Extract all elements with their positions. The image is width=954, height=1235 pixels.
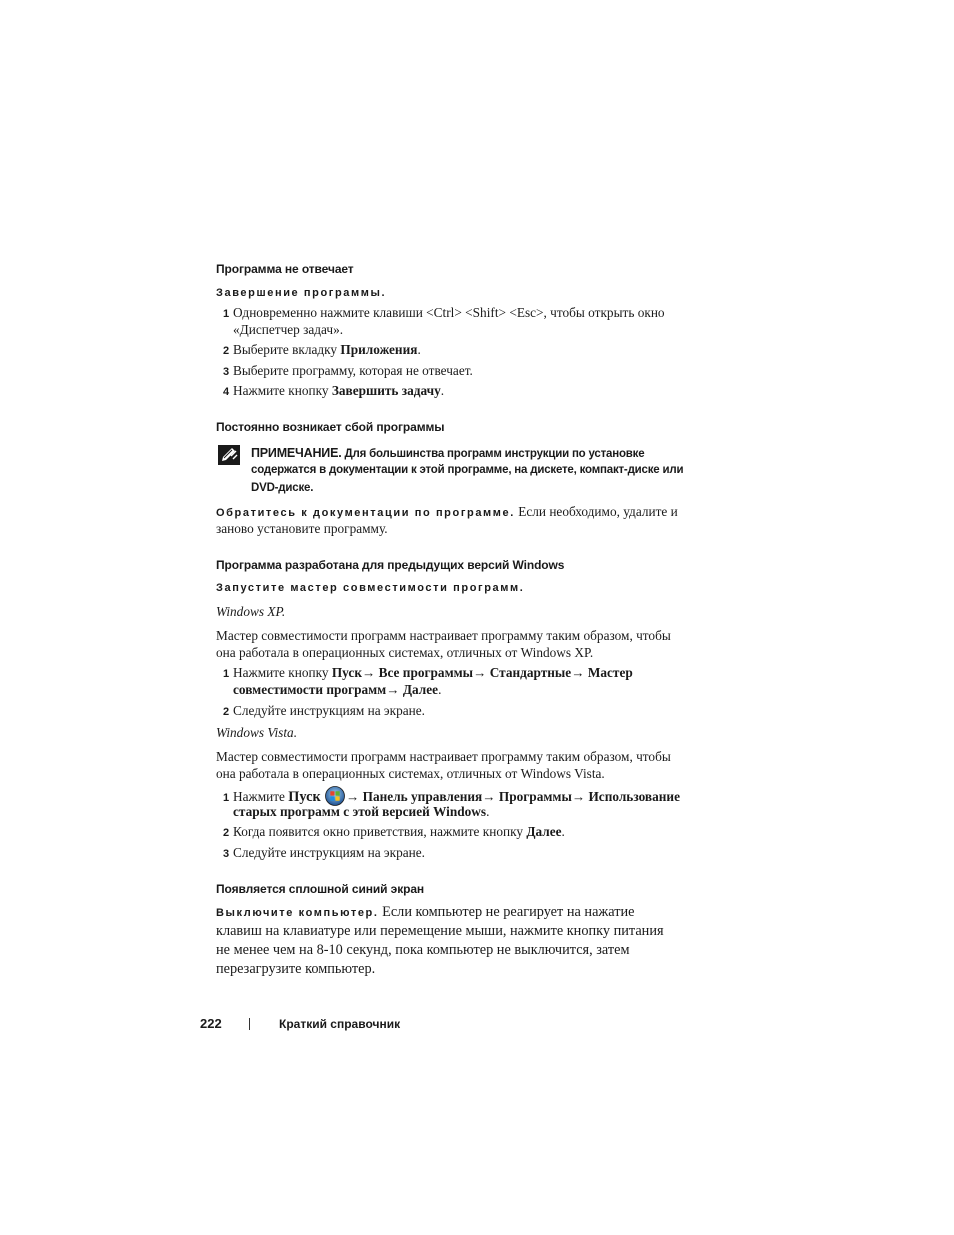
step-post: . xyxy=(417,342,421,357)
menu-use-older: Использование xyxy=(585,789,680,804)
step-2 xyxy=(223,341,421,360)
arrow: → xyxy=(571,665,585,680)
label-text: Windows Vista xyxy=(216,725,294,740)
label-text: Windows XP xyxy=(216,604,282,619)
action-see-docs: Обратитесь к документации по программе. xyxy=(216,507,515,519)
xp-description-1: Мастер совместимости программ настраивает программу таким образом, чтобы xyxy=(216,628,671,643)
pencil-note-icon xyxy=(218,445,240,465)
xp-step-2 xyxy=(223,702,425,721)
note-line-3: DVD-диске. xyxy=(251,482,314,494)
bluescreen-line-3: не менее чем на 8-10 секунд, пока компьютер не выключится, затем xyxy=(216,942,630,958)
note-text: Для большинства программ инструкции по установке xyxy=(341,448,645,460)
vista-description-1: Мастер совместимости программ настраивает программу таким образом, чтобы xyxy=(216,749,671,764)
dot: . xyxy=(561,824,565,839)
step-number: 4 xyxy=(223,386,230,398)
arrow: → xyxy=(386,682,400,697)
step-text: Одновременно нажмите клавиши <Ctrl> <Shift> <Esc>, чтобы открыть окно xyxy=(233,305,665,320)
step-number: 1 xyxy=(223,308,230,320)
menu-control-panel: Панель управления xyxy=(359,789,483,804)
menu-use-older-cont: старых программ с этой версией Windows xyxy=(233,804,487,819)
vista-description-2: она работала в операционных системах, отличных от Windows Vista. xyxy=(216,766,605,781)
step-text: Следуйте инструкциям на экране. xyxy=(233,845,425,860)
note-line-1 xyxy=(251,445,644,463)
bluescreen-line-1 xyxy=(216,903,635,923)
step-text: Нажмите кнопку xyxy=(233,383,332,398)
arrow: → xyxy=(571,789,586,804)
step-text: Нажмите кнопку xyxy=(233,665,332,680)
step-bold: Приложения xyxy=(340,342,418,357)
menu-wizard-cont: совместимости программ xyxy=(233,682,387,697)
arrow: → xyxy=(362,665,376,680)
windows-vista-label xyxy=(216,724,297,741)
step-post: . xyxy=(440,383,445,398)
step-number: 1 xyxy=(223,792,230,804)
step-text: Выберите вкладку xyxy=(233,342,341,357)
menu-wizard: Мастер xyxy=(584,665,633,680)
bluescreen-line-2: клавиш на клавиатуре или перемещение мыши, нажмите кнопку питания xyxy=(216,923,664,939)
vista-step-3 xyxy=(223,844,425,863)
step-bold: Завершить задачу xyxy=(331,383,441,398)
page-number: 222 xyxy=(200,1016,222,1031)
dot: . xyxy=(486,804,490,819)
section-title-older-windows: Программа разработана для предыдущих версий Windows xyxy=(216,558,565,572)
windows-xp-label xyxy=(216,603,285,620)
step-number: 2 xyxy=(223,827,230,839)
note-label: ПРИМЕЧАНИЕ. xyxy=(251,446,342,460)
step-text: Когда появится окно приветствия, нажмите кнопку xyxy=(233,824,527,839)
step-number: 2 xyxy=(223,706,230,718)
footer-divider xyxy=(249,1018,250,1030)
label-dot: . xyxy=(281,604,286,619)
note-line-2: содержатся в документации к этой программе, на дискете, компакт-диске или xyxy=(251,464,684,476)
step-number: 3 xyxy=(223,366,230,378)
action-compat-wizard: Запустите мастер совместимости программ. xyxy=(216,582,525,594)
action-power-off: Выключите компьютер. xyxy=(216,907,379,919)
arrow: → xyxy=(473,665,487,680)
menu-programs: Программы xyxy=(495,789,572,804)
step-text: Следуйте инструкциям на экране. xyxy=(233,703,425,718)
body-text: Если необходимо, удалите и xyxy=(514,504,678,519)
step-number: 1 xyxy=(223,668,230,680)
menu-start: Пуск xyxy=(288,789,321,805)
step-3 xyxy=(223,362,473,381)
menu-next: Далее xyxy=(399,682,439,697)
arrow: → xyxy=(482,789,496,804)
book-title: Краткий справочник xyxy=(279,1017,401,1031)
section-title-not-responding: Программа не отвечает xyxy=(216,262,354,276)
step-bold: Далее xyxy=(526,824,562,839)
label-dot: . xyxy=(293,725,298,740)
vista-step-2 xyxy=(223,823,565,842)
xp-description-2: она работала в операционных системах, отличных от Windows XP. xyxy=(216,645,594,660)
xp-step-1-continued xyxy=(233,681,441,698)
step-4 xyxy=(223,382,444,401)
vista-step-1-continued xyxy=(233,803,489,820)
menu-accessories: Стандартные xyxy=(486,665,572,680)
section-title-crash: Постоянно возникает сбой программы xyxy=(216,420,445,434)
dot: . xyxy=(438,682,442,697)
action-end-program: Завершение программы. xyxy=(216,287,387,299)
section-title-blue-screen: Появляется сплошной синий экран xyxy=(216,882,425,896)
menu-all-programs: Все программы xyxy=(375,665,474,680)
step-number: 3 xyxy=(223,848,230,860)
step-number: 2 xyxy=(223,345,230,357)
step-text: Выберите программу, которая не отвечает. xyxy=(233,363,473,378)
arrow: → xyxy=(346,789,360,804)
crash-instruction-continued: заново установите программу. xyxy=(216,521,388,536)
menu-start: Пуск xyxy=(331,665,362,680)
step-text: Нажмите xyxy=(233,789,289,804)
step-1-continued: «Диспетчер задач». xyxy=(233,322,344,337)
bluescreen-line-4: перезагрузите компьютер. xyxy=(216,961,376,977)
body-text: Если компьютер не реагирует на нажатие xyxy=(378,904,635,920)
